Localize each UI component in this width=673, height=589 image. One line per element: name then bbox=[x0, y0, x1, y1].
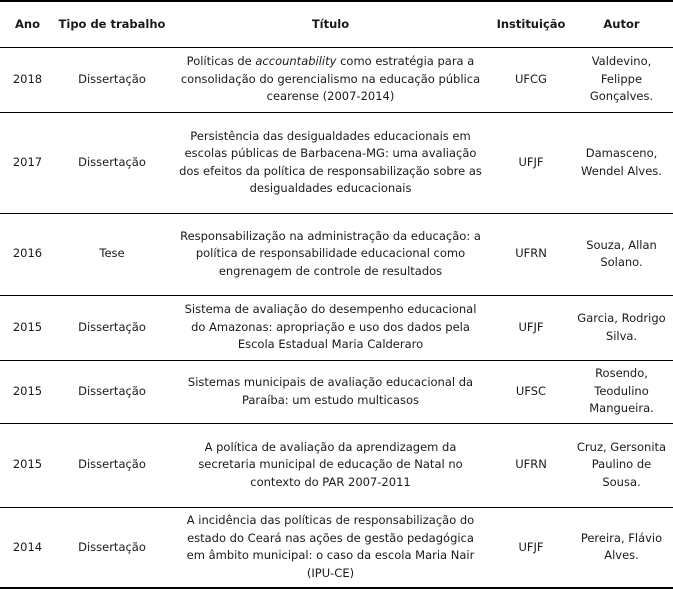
cell-ano: 2014 bbox=[0, 507, 55, 588]
cell-tipo: Dissertação bbox=[55, 507, 169, 588]
cell-instituicao: UFJF bbox=[492, 112, 570, 213]
cell-instituicao: UFCG bbox=[492, 47, 570, 112]
cell-autor: Damasceno, Wendel Alves. bbox=[570, 112, 673, 213]
cell-tipo: Tese bbox=[55, 213, 169, 295]
cell-autor: Valdevino, Felippe Gonçalves. bbox=[570, 47, 673, 112]
header-instituicao: Instituição bbox=[492, 1, 570, 47]
cell-autor: Cruz, Gersonita Paulino de Sousa. bbox=[570, 423, 673, 507]
titulo-text: Políticas de bbox=[186, 54, 256, 69]
header-ano: Ano bbox=[0, 1, 55, 47]
cell-instituicao: UFJF bbox=[492, 295, 570, 360]
cell-tipo: Dissertação bbox=[55, 423, 169, 507]
table-row bbox=[0, 295, 673, 360]
cell-titulo: Responsabilização na administração da educação: a política de responsabilidade educacional como engrenagem de controle de resultados bbox=[169, 213, 492, 295]
table-row bbox=[0, 112, 673, 213]
table-row bbox=[0, 47, 673, 112]
cell-autor: Souza, Allan Solano. bbox=[570, 213, 673, 295]
header-row bbox=[0, 1, 673, 47]
table-row bbox=[0, 360, 673, 423]
titulo-italic-term: accountability bbox=[255, 54, 337, 69]
cell-titulo: A incidência das políticas de responsabilização do estado do Ceará nas ações de gestão pedagógica em âmbito municipal: o caso da escola Maria Nair (IPU-CE) bbox=[169, 507, 492, 588]
cell-titulo bbox=[169, 47, 492, 112]
table-row bbox=[0, 213, 673, 295]
cell-instituicao: UFRN bbox=[492, 423, 570, 507]
header-autor: Autor bbox=[570, 1, 673, 47]
cell-ano: 2015 bbox=[0, 295, 55, 360]
table-row bbox=[0, 423, 673, 507]
header-tipo: Tipo de trabalho bbox=[55, 1, 169, 47]
cell-tipo: Dissertação bbox=[55, 360, 169, 423]
cell-instituicao: UFSC bbox=[492, 360, 570, 423]
cell-titulo: Sistemas municipais de avaliação educacional da Paraíba: um estudo multicasos bbox=[169, 360, 492, 423]
cell-tipo: Dissertação bbox=[55, 112, 169, 213]
table-body bbox=[0, 47, 673, 588]
titulo-text: como estratégia para a consolidação do gerencialismo na educação pública cearense (2007-2014) bbox=[180, 54, 481, 104]
cell-tipo: Dissertação bbox=[55, 295, 169, 360]
cell-titulo: A política de avaliação da aprendizagem da secretaria municipal de educação de Natal no contexto do PAR 2007-2011 bbox=[169, 423, 492, 507]
table-row bbox=[0, 507, 673, 588]
cell-titulo: Persistência das desigualdades educacionais em escolas públicas de Barbacena-MG: uma avaliação dos efeitos da política de responsabilização sobre as desigualdades educacionais bbox=[169, 112, 492, 213]
cell-instituicao: UFRN bbox=[492, 213, 570, 295]
cell-autor: Garcia, Rodrigo Silva. bbox=[570, 295, 673, 360]
cell-ano: 2015 bbox=[0, 423, 55, 507]
cell-autor: Rosendo, Teodulino Mangueira. bbox=[570, 360, 673, 423]
cell-ano: 2017 bbox=[0, 112, 55, 213]
cell-autor: Pereira, Flávio Alves. bbox=[570, 507, 673, 588]
table-header bbox=[0, 1, 673, 47]
cell-titulo: Sistema de avaliação do desempenho educacional do Amazonas: apropriação e uso dos dados pela Escola Estadual Maria Calderaro bbox=[169, 295, 492, 360]
cell-instituicao: UFJF bbox=[492, 507, 570, 588]
cell-tipo: Dissertação bbox=[55, 47, 169, 112]
cell-ano: 2015 bbox=[0, 360, 55, 423]
cell-ano: 2018 bbox=[0, 47, 55, 112]
cell-ano: 2016 bbox=[0, 213, 55, 295]
header-titulo: Título bbox=[169, 1, 492, 47]
